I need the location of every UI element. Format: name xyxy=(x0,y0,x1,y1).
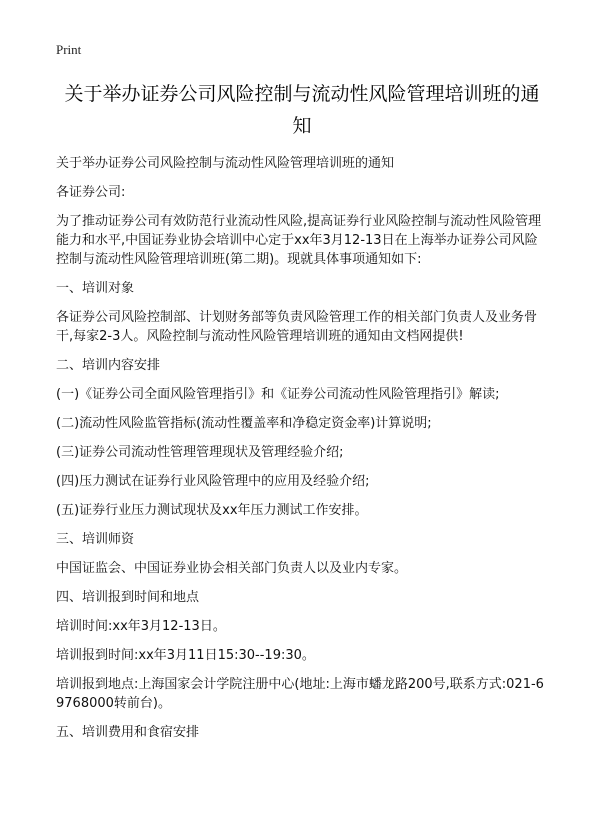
section-heading-4: 四、培训报到时间和地点 xyxy=(56,590,200,605)
salutation: 各证券公司: xyxy=(56,185,126,200)
intro-paragraph: 为了推动证券公司有效防范行业流动性风险,提高证券行业风险控制与流动性风险管理能力和水平,中国证券业协会培训中心定于xx年3月12-13日在上海举办证券公司风险控制与流动性风险管理培训班(第二期)。现就具体事项通知如下: xyxy=(56,214,542,267)
print-link[interactable]: Print xyxy=(56,42,82,57)
section-heading-5: 五、培训费用和食宿安排 xyxy=(56,725,200,740)
section-heading-1: 一、培训对象 xyxy=(56,281,135,296)
registration-time: 培训报到时间:xx年3月11日15:30--19:30。 xyxy=(56,648,315,663)
content-item-1: (一)《证券公司全面风险管理指引》和《证券公司流动性风险管理指引》解读; xyxy=(56,387,500,402)
section-heading-3: 三、培训师资 xyxy=(56,532,135,547)
content-item-5: (五)证券行业压力测试现状及xx年压力测试工作安排。 xyxy=(56,503,368,518)
registration-location: 培训报到地点:上海国家会计学院注册中心(地址:上海市蟠龙路200号,联系方式:021-69768000转前台)。 xyxy=(56,677,544,711)
section-heading-2: 二、培训内容安排 xyxy=(56,358,161,373)
content-item-4: (四)压力测试在证券行业风险管理中的应用及经验介绍; xyxy=(56,474,370,489)
training-time: 培训时间:xx年3月12-13日。 xyxy=(56,619,226,634)
document-title: 关于举办证券公司风险控制与流动性风险管理培训班的通知 xyxy=(64,83,540,137)
content-item-2: (二)流动性风险监管指标(流动性覆盖率和净稳定资金率)计算说明; xyxy=(56,416,432,431)
section-1-body: 各证券公司风险控制部、计划财务部等负责风险管理工作的相关部门负责人及业务骨干,每家2-3人。风险控制与流动性风险管理培训班的通知由文档网提供! xyxy=(56,310,538,344)
section-3-body: 中国证监会、中国证券业协会相关部门负责人以及业内专家。 xyxy=(56,561,408,576)
content-item-3: (三)证券公司流动性管理管理现状及管理经验介绍; xyxy=(56,445,344,460)
subtitle-paragraph: 关于举办证券公司风险控制与流动性风险管理培训班的通知 xyxy=(56,156,395,171)
